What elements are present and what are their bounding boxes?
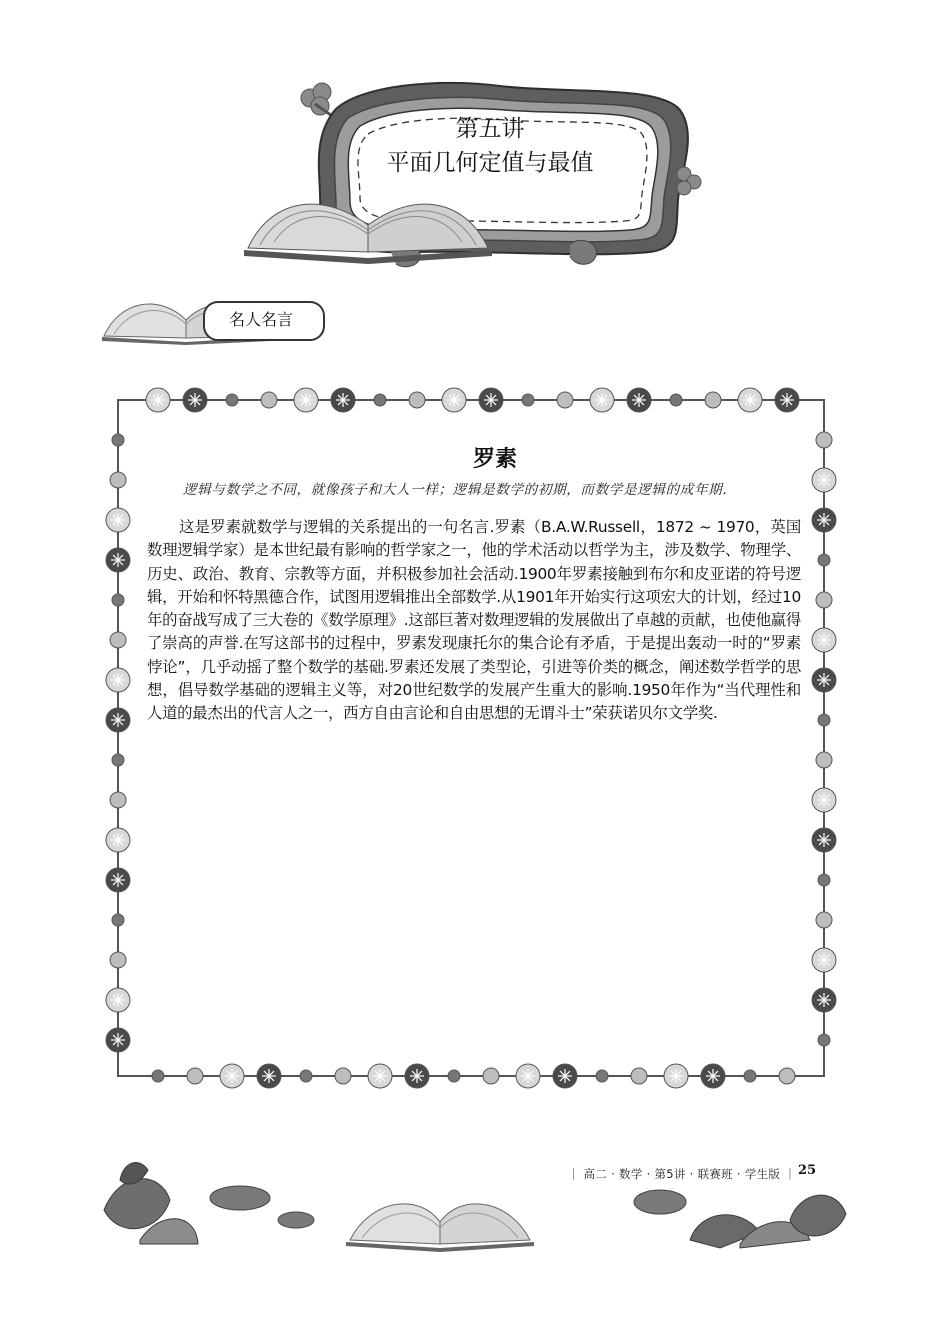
frame-bead	[261, 392, 277, 408]
frame-bead	[816, 752, 832, 768]
page-number: 25	[798, 1163, 817, 1178]
frame-bead	[596, 1070, 608, 1082]
frame-bead	[816, 592, 832, 608]
famous-quote: 逻辑与数学之不同，就像孩子和大人一样；逻辑是数学的初期，而数学是逻辑的成年期.	[183, 482, 728, 498]
frame-bead	[670, 394, 682, 406]
open-book-icon	[346, 1204, 534, 1252]
lecture-topic: 平面几何定值与最值	[386, 150, 594, 176]
lecture-title	[330, 112, 650, 180]
section-tag-label: 名人名言	[228, 310, 293, 329]
frame-bead	[187, 1068, 203, 1084]
frame-bead	[110, 472, 126, 488]
frame-bead	[112, 914, 124, 926]
frame-bead	[110, 632, 126, 648]
frame-bead	[744, 1070, 756, 1082]
frame-bead	[112, 434, 124, 446]
frame-bead	[335, 1068, 351, 1084]
frame-bead	[112, 754, 124, 766]
frame-bead	[779, 1068, 795, 1084]
frame-bead	[110, 952, 126, 968]
frame-bead	[816, 432, 832, 448]
footer-decoration	[100, 1140, 850, 1260]
frame-bead	[818, 1034, 830, 1046]
frame-bead	[226, 394, 238, 406]
frame-bead	[818, 714, 830, 726]
frame-bead	[112, 594, 124, 606]
frame-bead	[557, 392, 573, 408]
frame-bead	[705, 392, 721, 408]
frame-bead	[409, 392, 425, 408]
leaf-icon	[104, 1163, 198, 1244]
frame-bead	[483, 1068, 499, 1084]
frame-bead	[818, 874, 830, 886]
frame-bead	[300, 1070, 312, 1082]
frame-bead	[631, 1068, 647, 1084]
frame-bead	[818, 554, 830, 566]
frame-bead	[522, 394, 534, 406]
frame-bead	[816, 912, 832, 928]
running-head: ｜ 高二 · 数学 · 第5讲 · 联赛班 · 学生版 ｜	[567, 1167, 796, 1181]
frame-bead	[448, 1070, 460, 1082]
lecture-number: 第五讲	[455, 116, 525, 142]
biography-paragraph: 这是罗素就数学与逻辑的关系提出的一句名言.罗素（B.A.W.Russell，1872 ~ 1970，英国数理逻辑学家）是本世纪最有影响的哲学家之一，他的学术活动以哲学为主，涉及数学、物理学、历史、政治、教育、宗教等方面，并积极参加社会活动.1900年罗素接触到布尔和皮亚诺的符号逻辑，开始和怀特黑德合作，试图用逻辑推出全部数学.从1901年开始实行这项宏大的计划，经过10年的奋战写成了三大卷的《数学原理》.这部巨著对数理逻辑的发展做出了卓越的贡献，也使他赢得了崇高的声誉.在写这部书的过程中，罗素发现康托尔的集合论有矛盾，于是提出轰动一时的“罗素悖论”，几乎动摇了整个数学的基础.罗素还发展了类型论，引进等价类的概念，阐述数学哲学的思想，倡导数学基础的逻辑主义等，对20世纪数学的发展产生重大的影响.1950年作为“当代理性和人道的最杰出的代言人之一，西方自由言论和自由思想的无谓斗士”荣获诺贝尔文学奖.	[147, 518, 801, 723]
person-name: 罗素	[472, 447, 517, 472]
frame-bead	[110, 792, 126, 808]
frame-bead	[374, 394, 386, 406]
leaf-icon	[690, 1195, 846, 1248]
frame-bead	[152, 1070, 164, 1082]
title-badge	[240, 80, 710, 280]
